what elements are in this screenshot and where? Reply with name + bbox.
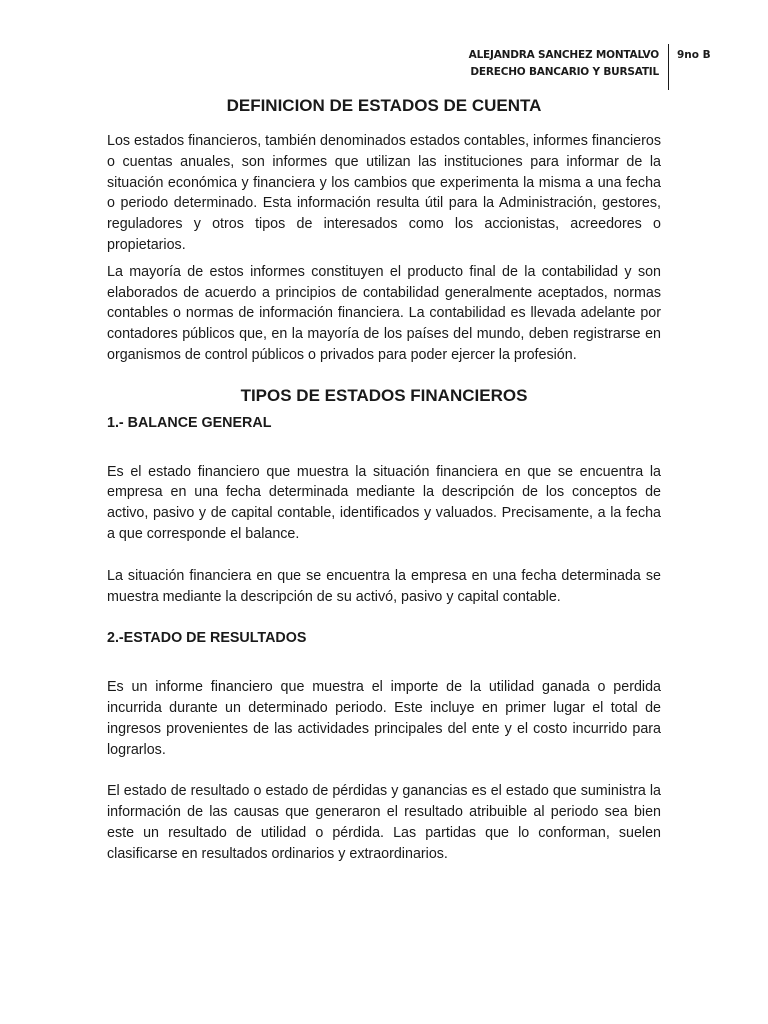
intro-paragraph-2: La mayoría de estos informes constituyen el producto final de la contabilidad y son elaborados de acuerdo a principios de contabilidad generalmente aceptados, normas contables o normas de información financiera. La contabilidad es llevada adelante por contadores públicos que, en la mayoría de los países del mundo, deben registrarse en organismos de control públicos o privados para poder ejercer la profesión. — [107, 263, 661, 363]
section-heading-resultados: 2.-ESTADO DE RESULTADOS — [107, 630, 307, 647]
grade-label: 9no B — [677, 49, 711, 61]
intro-paragraph-1: Los estados financieros, también denominados estados contables, informes financieros o cuentas anuales, son informes que utilizan las instituciones para informar de la situación económica y financiera y los cambios que experimenta la misma a una fecha o periodo determinado. Esta información resulta útil para la Administración, gestores, reguladores y otros tipos de interesados como los accionistas, acreedores o propietarios. — [107, 133, 661, 253]
author-name: ALEJANDRA SANCHEZ MONTALVO — [468, 49, 659, 61]
header-info — [469, 47, 659, 81]
header-divider — [668, 44, 669, 90]
section-heading-balance: 1.- BALANCE GENERAL — [107, 414, 272, 431]
resultados-paragraph-1: Es un informe financiero que muestra el importe de la utilidad ganada o perdida incurrida durante un determinado periodo. Este incluye en primer lugar el total de ingresos provenientes de las actividades principales del ente y el costo incurrido para lograrlos. — [107, 679, 661, 758]
balance-paragraph-2: La situación financiera en que se encuentra la empresa en una fecha determinada se muestra mediante la descripción de su activó, pasivo y capital contable. — [107, 567, 661, 605]
balance-paragraph-1: Es el estado financiero que muestra la situación financiera en que se encuentra la empresa en una fecha determinada mediante la descripción de los conceptos de activo, pasivo y de capital contable, identificados y valuados. Precisamente, a la fecha a que corresponde el balance. — [107, 463, 661, 542]
section-subtitle: TIPOS DE ESTADOS FINANCIEROS — [240, 385, 528, 405]
document-title: DEFINICION DE ESTADOS DE CUENTA — [226, 96, 542, 115]
page-header — [0, 44, 768, 90]
resultados-paragraph-2: El estado de resultado o estado de pérdidas y ganancias es el estado que suministra la información de las causas que generaron el resultado atribuible al periodo sea bien este un resultado de utilidad o pérdida. Las partidas que lo conforman, suelen clasificarse en resultados ordinarios y extraordinarios. — [107, 783, 661, 862]
document-body — [107, 96, 661, 865]
course-name: DERECHO BANCARIO Y BURSATIL — [470, 66, 659, 78]
